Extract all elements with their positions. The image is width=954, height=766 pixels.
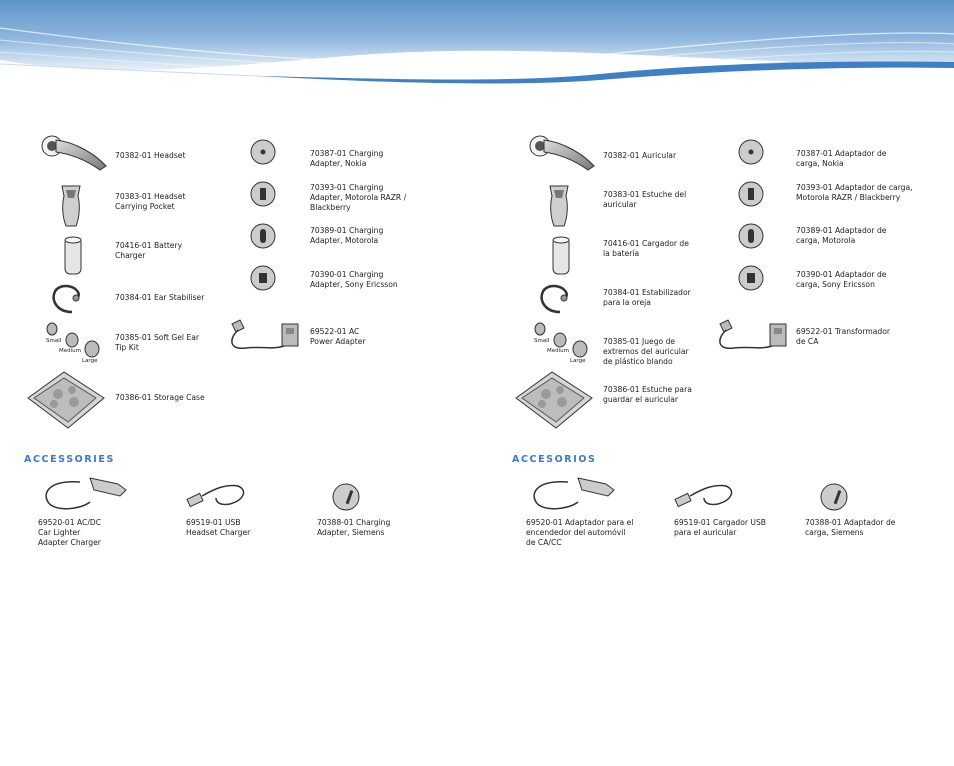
item-label: 70416-01 Cargador de la batería	[603, 239, 689, 258]
item-label: 70390-01 Charging Adapter, Sony Ericsson	[310, 270, 398, 289]
adapter-motorola-icon	[737, 222, 765, 250]
item-label: 70384-01 Ear Stabiliser	[115, 293, 205, 302]
item-label: 70393-01 Adaptador de carga, Motorola RAZR / Blackberry	[796, 183, 913, 202]
size-label: Small	[534, 338, 550, 344]
item-label: 70389-01 Adaptador de carga, Motorola	[796, 226, 887, 245]
section-title: ACCESSORIES	[24, 454, 115, 465]
accessory-label: 69520-01 Adaptador para el encendedor del automóvil de CA/CC	[526, 518, 634, 547]
accessory-label: 69519-01 Cargador USB para el auricular	[674, 518, 766, 537]
accessory-label: 70388-01 Charging Adapter, Siemens	[317, 518, 391, 537]
size-label: Large	[82, 358, 98, 364]
ac-adapter-icon	[714, 316, 790, 356]
item-label: 70384-01 Estabilizador para la oreja	[603, 288, 691, 307]
item-label: 70385-01 Soft Gel Ear Tip Kit	[115, 333, 200, 352]
item-label: 70386-01 Storage Case	[115, 393, 205, 402]
item-label: 70383-01 Headset Carrying Pocket	[115, 192, 186, 211]
carrying-pocket-icon	[544, 184, 574, 230]
carrying-pocket-icon	[56, 184, 86, 230]
adapter-sony-icon	[737, 264, 765, 292]
adapter-sony-icon	[249, 264, 277, 292]
size-label: Large	[570, 358, 586, 364]
ear-stabiliser-icon	[536, 282, 572, 318]
item-label: 70416-01 Battery Charger	[115, 241, 183, 260]
adapter-siemens-icon	[818, 482, 850, 512]
section-title: ACCESORIOS	[512, 454, 597, 465]
accessory-label: 69519-01 USB Headset Charger	[186, 518, 251, 537]
storage-case-icon	[24, 368, 108, 434]
car-charger-icon	[40, 472, 130, 516]
headset-icon	[528, 132, 598, 172]
ear-stabiliser-icon	[48, 282, 84, 318]
adapter-razr-icon	[737, 180, 765, 208]
item-label: 70387-01 Adaptador de carga, Nokia	[796, 149, 887, 168]
accessory-label: 70388-01 Adaptador de carga, Siemens	[805, 518, 896, 537]
item-label: 69522-01 Transformador de CA	[796, 327, 890, 346]
adapter-nokia-icon	[249, 138, 277, 166]
car-charger-icon	[528, 472, 618, 516]
adapter-motorola-icon	[249, 222, 277, 250]
item-label: 70387-01 Charging Adapter, Nokia	[310, 149, 384, 168]
headset-icon	[40, 132, 110, 172]
adapter-razr-icon	[249, 180, 277, 208]
size-label: Small	[46, 338, 62, 344]
item-label: 70390-01 Adaptador de carga, Sony Ericsson	[796, 270, 887, 289]
battery-charger-icon	[550, 234, 572, 278]
spanish-half	[488, 0, 954, 766]
storage-case-icon	[512, 368, 596, 434]
size-label: Medium	[59, 348, 81, 354]
item-label: 69522-01 AC Power Adapter	[310, 327, 366, 346]
adapter-siemens-icon	[330, 482, 362, 512]
usb-charger-icon	[186, 478, 250, 512]
item-label: 70386-01 Estuche para guardar el auricular	[603, 385, 692, 404]
ac-adapter-icon	[226, 316, 302, 356]
item-label: 70389-01 Charging Adapter, Motorola	[310, 226, 384, 245]
adapter-nokia-icon	[737, 138, 765, 166]
accessory-label: 69520-01 AC/DC Car Lighter Adapter Charger	[38, 518, 102, 547]
size-label: Medium	[547, 348, 569, 354]
item-label: 70393-01 Charging Adapter, Motorola RAZR / Blackberry	[310, 183, 407, 212]
item-label: 70382-01 Auricular	[603, 151, 677, 160]
usb-charger-icon	[674, 478, 738, 512]
item-label: 70385-01 Juego de extremos del auricular de plástico blando	[603, 337, 689, 366]
item-label: 70382-01 Headset	[115, 151, 186, 160]
item-label: 70383-01 Estuche del auricular	[603, 190, 687, 209]
battery-charger-icon	[62, 234, 84, 278]
